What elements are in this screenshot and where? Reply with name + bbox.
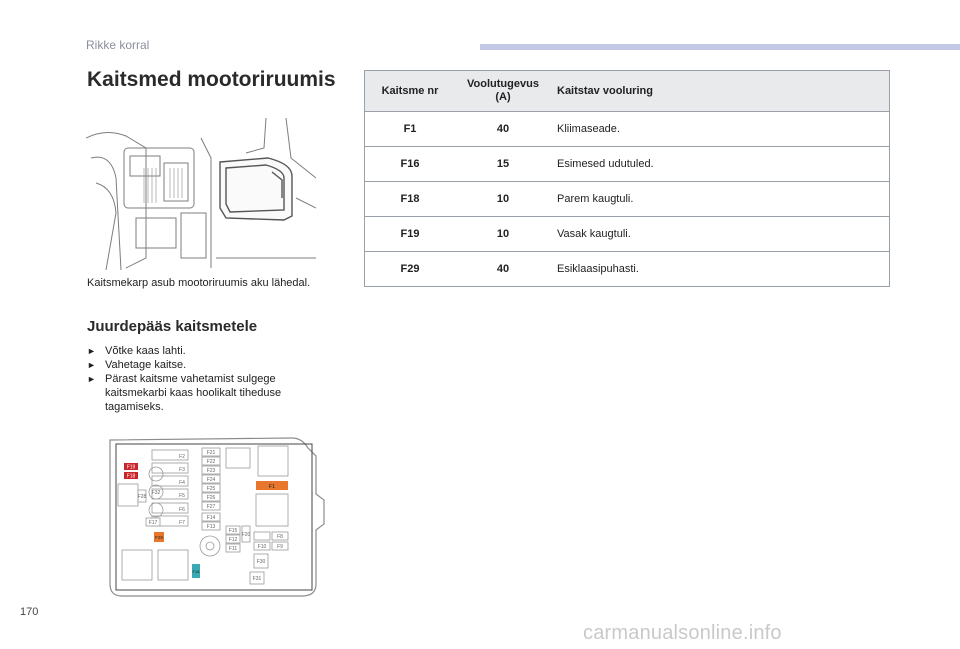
col-header-amperage: Voolutugevus (A) bbox=[455, 71, 551, 112]
access-steps bbox=[87, 344, 332, 414]
fuse-label-f15: F15 bbox=[228, 528, 238, 534]
cell-fuse: F16 bbox=[365, 147, 456, 182]
table-row bbox=[365, 217, 890, 252]
fuse-label-f11: F11 bbox=[228, 546, 238, 552]
cell-amperage: 10 bbox=[455, 182, 551, 217]
list-item: ► Vahetage kaitse. bbox=[87, 359, 187, 371]
fuse-label-f7: F7 bbox=[179, 520, 185, 526]
table-row bbox=[365, 252, 890, 287]
cell-fuse: F29 bbox=[365, 252, 456, 287]
cell-fuse: F1 bbox=[365, 112, 456, 147]
fuse-label-f1: F1 bbox=[268, 484, 276, 490]
fuse-label-f25: F25 bbox=[206, 486, 216, 492]
fuse-box-diagram bbox=[102, 434, 330, 600]
fuse-label-f2: F2 bbox=[179, 454, 185, 460]
header-bar bbox=[480, 44, 960, 50]
fuse-label-f19: F19 bbox=[126, 464, 136, 471]
watermark: carmanualsonline.info bbox=[583, 622, 782, 644]
fuse-label-f32: F32 bbox=[151, 490, 161, 496]
cell-fuse: F18 bbox=[365, 182, 456, 217]
fuse-label-f14: F14 bbox=[206, 515, 216, 521]
engine-compartment-illustration bbox=[86, 118, 316, 270]
list-item: ► Pärast kaitsme vahetamist sulgege kaitsmekarbi kaas hoolikalt tiheduse tagamiseks. bbox=[87, 373, 282, 413]
fuse-label-f24: F24 bbox=[206, 477, 216, 483]
bullet-icon: ► bbox=[87, 346, 96, 356]
page-title: Kaitsmed mootoriruumis bbox=[87, 68, 336, 91]
fuse-label-f27: F27 bbox=[206, 504, 216, 510]
fuse-label-f21: F21 bbox=[206, 450, 216, 456]
access-title: Juurdepääs kaitsmetele bbox=[87, 318, 258, 335]
cell-fuse: F19 bbox=[365, 217, 456, 252]
cell-amperage: 15 bbox=[455, 147, 551, 182]
table-row bbox=[365, 147, 890, 182]
fuse-label-f28: F28 bbox=[137, 494, 147, 500]
cell-amperage: 40 bbox=[455, 252, 551, 287]
fuse-label-f3: F3 bbox=[179, 467, 185, 473]
photo-caption: Kaitsmekarp asub mootoriruumis aku lähedal. bbox=[87, 277, 311, 289]
cell-amperage: 40 bbox=[455, 112, 551, 147]
list-item: ► Võtke kaas lahti. bbox=[87, 345, 186, 357]
fuse-label-f4: F4 bbox=[179, 480, 185, 486]
cell-circuit: Vasak kaugtuli. bbox=[551, 217, 890, 252]
col-header-circuit: Kaitstav vooluring bbox=[551, 71, 890, 112]
fuse-label-f26: F26 bbox=[206, 495, 216, 501]
fuse-table bbox=[364, 70, 890, 287]
page-number: 170 bbox=[20, 606, 39, 618]
cell-circuit: Esiklaasipuhasti. bbox=[551, 252, 890, 287]
fuse-label-f16: F16 bbox=[192, 569, 200, 574]
bullet-icon: ► bbox=[87, 374, 96, 384]
table-header-row bbox=[365, 71, 890, 112]
fuse-label-f9: F9 bbox=[277, 544, 283, 550]
fuse-label-f13: F13 bbox=[206, 524, 216, 530]
fuse-label-f23: F23 bbox=[206, 468, 216, 474]
fuse-label-f10: F10 bbox=[257, 544, 267, 550]
fuse-label-f22: F22 bbox=[206, 459, 216, 465]
fuse-label-f18: F18 bbox=[126, 473, 136, 480]
cell-circuit: Esimesed udutuled. bbox=[551, 147, 890, 182]
fuse-label-f6: F6 bbox=[179, 507, 185, 513]
section-label: Rikke korral bbox=[86, 38, 150, 52]
fuse-label-f31: F31 bbox=[252, 576, 262, 582]
cell-circuit: Parem kaugtuli. bbox=[551, 182, 890, 217]
table-row bbox=[365, 112, 890, 147]
cell-amperage: 10 bbox=[455, 217, 551, 252]
fuse-label-f8: F8 bbox=[277, 534, 283, 540]
cell-circuit: Kliimaseade. bbox=[551, 112, 890, 147]
fuse-label-f12: F12 bbox=[228, 537, 238, 543]
fuse-label-f17: F17 bbox=[148, 520, 158, 526]
fuse-label-f30: F30 bbox=[256, 559, 266, 565]
table-row bbox=[365, 182, 890, 217]
bullet-icon: ► bbox=[87, 360, 96, 370]
fuse-label-f29: F29 bbox=[155, 535, 163, 540]
col-header-fuse: Kaitsme nr bbox=[365, 71, 456, 112]
fuse-label-f20: F20 bbox=[241, 532, 251, 538]
fuse-label-f5: F5 bbox=[179, 493, 185, 499]
